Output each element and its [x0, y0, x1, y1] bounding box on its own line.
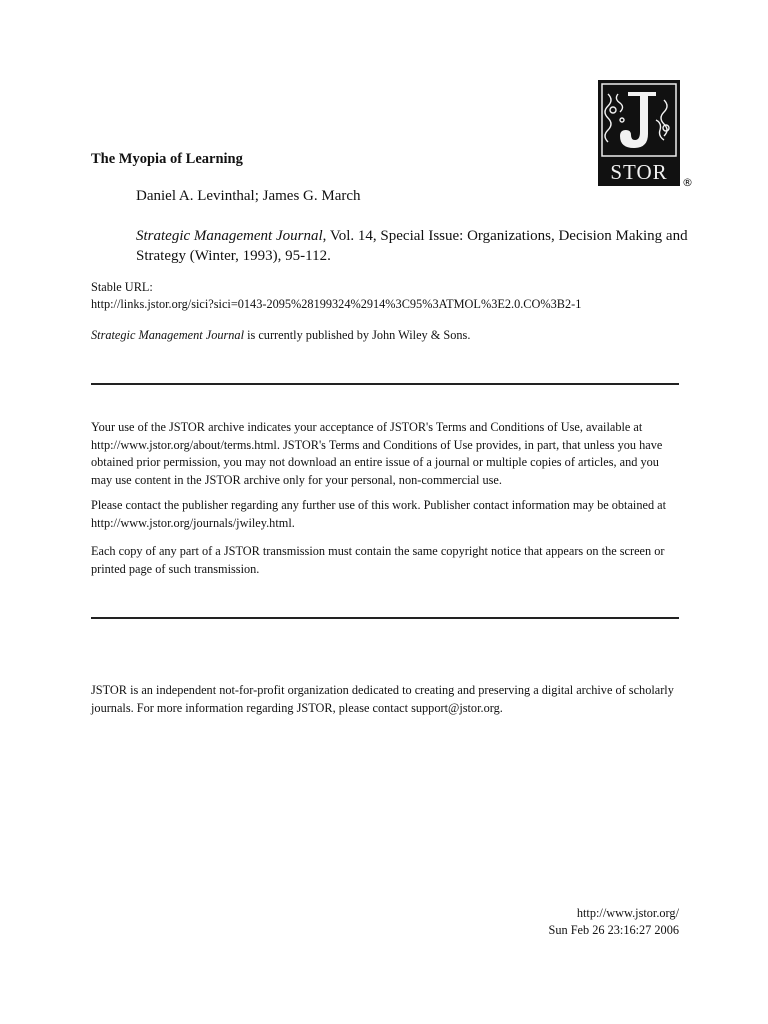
stable-url-link[interactable]: http://links.jstor.org/sici?sici=0143-2095%28199324%2914%3C95%3ATMOL%3E2.0.CO%3B2-1: [91, 297, 582, 311]
article-authors: Daniel A. Levinthal; James G. March: [136, 188, 361, 204]
jstor-logo-icon: [598, 80, 680, 186]
citation-details: , Vol. 14, Special Issue: Organizations, Decision Making and Strategy (Winter, 1993), 95-112.: [136, 228, 688, 264]
footer-url[interactable]: http://www.jstor.org/: [576, 906, 679, 920]
terms-paragraph-1: Your use of the JSTOR archive indicates your acceptance of JSTOR's Terms and Conditions of Use, available at http://www.jstor.org/about/terms.html. JSTOR's Terms and Conditions of Use provides, in part, that unless you have obtained prior permission, you may not download an entire issue of a journal or multiple copies of articles, and you may use content in the JSTOR archive only for your personal, non-commercial use.: [91, 420, 663, 487]
stable-url-label: Stable URL:: [91, 280, 153, 294]
article-title: The Myopia of Learning: [91, 151, 243, 167]
citation-journal: Strategic Management Journal: [136, 228, 323, 244]
about-jstor: JSTOR is an independent not-for-profit organization dedicated to creating and preserving a digital archive of scholarly journals. For more information regarding JSTOR, please contact support@jstor.org.: [91, 683, 674, 715]
terms-paragraph-3: Each copy of any part of a JSTOR transmission must contain the same copyright notice that appears on the screen or printed page of such transmission.: [91, 544, 665, 576]
publisher-journal: Strategic Management Journal: [91, 328, 244, 342]
publisher-note: [91, 327, 470, 344]
stable-url-block: [91, 279, 581, 313]
publisher-text: is currently published by John Wiley & Sons.: [244, 328, 471, 342]
citation: [136, 226, 696, 266]
divider: [91, 617, 679, 619]
footer-timestamp: Sun Feb 26 23:16:27 2006: [548, 923, 679, 937]
divider: [91, 383, 679, 385]
footer: [549, 905, 680, 939]
terms-paragraph-2: Please contact the publisher regarding any further use of this work. Publisher contact information may be obtained at http://www.jstor.org/journals/jwiley.html.: [91, 498, 667, 530]
logo-text: STOR: [610, 160, 668, 184]
registered-mark: ®: [682, 176, 693, 189]
